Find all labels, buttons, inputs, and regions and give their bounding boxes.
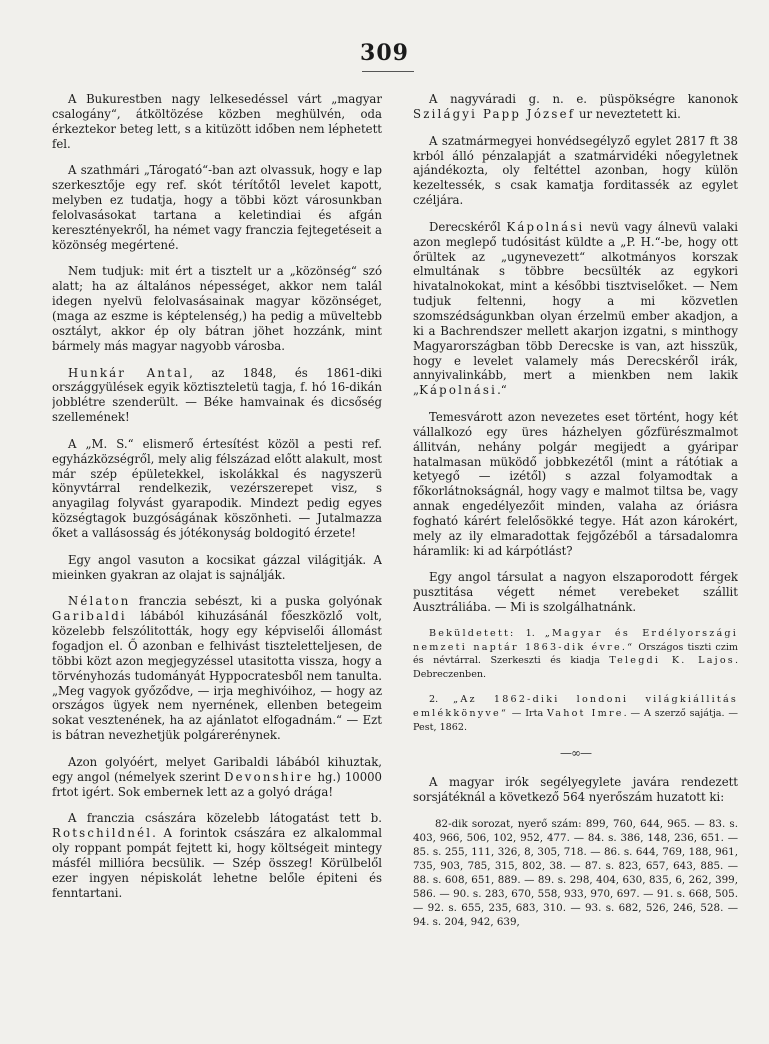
- news-item-tarogato: A szathmári „Tárogató“-ban azt olvassuk, hogy e lap szerkesztője egy ref. skót térítőtől levelet kapott, melyben ez tudatja, hogy a többi közt városunkban felolvasásokat tartana a keletindiai és afgán keresztényekről, ha német vagy franczia fejtegetéseit a közönség megértené.: [52, 163, 382, 252]
- item-text: .“: [497, 383, 507, 398]
- person-name: Hunkár Antal: [68, 365, 190, 380]
- news-item-bukarest: A Bukurestben nagy lelkesedéssel várt „magyar csalogány“, átköltözése közben meghülvén, oda érkeztekor beteg lett, s a kitüzött időben nem léphetett fel.: [52, 92, 382, 151]
- ornamental-divider: —∞—: [560, 746, 591, 761]
- news-item-honved: A szatmármegyei honvédsegélyző egylet 2817 ft 38 krból álló pénzalapját a szatmárvidéki nőegyletnek ajándékozta, oly feltéttel azonban, hogy külön kezeltessék, s csak kamatja forditassék az egylet czéljára.: [413, 133, 738, 208]
- news-item-derecske: [413, 220, 738, 398]
- received-notice-2: [413, 693, 738, 734]
- news-item-angol-tarsulat: Egy angol társulat a nagyon elszaporodott férgek pusztitása végett német verebeket szállit Ausztráliába. — Mi is szolgálhatnánk.: [413, 570, 738, 615]
- item-text: Derecskéről: [429, 219, 507, 234]
- item-text: Azon golyóért, melyet Garibaldi lábából kihuztak, egy angol (némelyek szerint: [52, 754, 382, 784]
- item-text: A nagyváradi g. n. e. püspökségre kanonok: [429, 92, 738, 106]
- person-name: Kápolnási: [506, 219, 585, 234]
- page-number: 309: [360, 40, 409, 66]
- item-text: ur neveztetett ki.: [575, 106, 681, 121]
- news-item-irok: A magyar irók segélyegylete javára rendezett sorsjátéknál a következő 564 nyerőszám huzatott ki:: [413, 775, 738, 804]
- person-name: Nélaton: [68, 594, 131, 609]
- item-text: . A forintok császára ez alkalommal oly roppant pompát fejtett ki, hogy költségeit mintegy másfél millióra becsülik. — Szép összeg! Körülbelől ezer ingyen népiskolát lehetne belőle épiteni és fenntartani.: [52, 826, 382, 900]
- item-text: — Irta: [507, 707, 548, 719]
- person-name: Vahot Imre: [547, 707, 624, 719]
- received-item-number: 2.: [429, 694, 439, 706]
- news-item-kozonseg: Nem tudjuk: mit ért a tisztelt ur a „közönség“ szó alatt; ha az általános népességet, akkor nem talál idegen nyelvü felolvasásainak magyar közönséget, (maga az eszme is képtelenség,) ha pedig a müveltebb osztályt, akkor ép oly bátran jöhet hozzánk, mint bármely más magyar nagyobb városba.: [52, 264, 382, 353]
- item-text: Országos tiszti czim és névtárral. Szerkeszti és kiadja: [413, 641, 738, 667]
- news-item-hunkar: [52, 366, 382, 425]
- news-item-ms: A „M. S.“ elismerő értesítést közöl a pesti ref. egyházközségről, mely alig félszázad előtt alakult, most már szép épületekkel, iskolákkal és nagyszerü könyvtárral rendelkezik, vezérszerepet visz, s anyagilag folyvást gyarapodik. Mindezt pedig egyes községtagok buzgóságának köszönheti. — Jutalmazza őket a vallásosság és jótékonyság boldogitó érzete!: [52, 436, 382, 540]
- person-name: Rotschildnél: [52, 826, 153, 841]
- received-book-title: „Magyar és Erdélyországi nemzeti naptár 1863-dik évre.“: [413, 628, 738, 653]
- received-item-number: 1.: [525, 628, 535, 639]
- news-item-temesvar: Temesvárott azon nevezetes eset történt, hogy két vállalkozó egy üres házhelyen gőzfürészmalmot állitván, nehány polgár megijedt a gyáripar hatalmasan müködő jobbkezétől (mint a rátótiak a ketyegő — izétől) s azzal folyamodtak a főkorlátnokságnál, hogy vagy e malmot tiltsa be, vagy annak engedélyezőit minden, valaha az óriásra fogható kárért felelősökké tegye. Hát azon károkért, mely az ily elmaradottak fejgőzéből a társadalomra háramlik: ki ad kárpótlást?: [413, 410, 738, 558]
- item-text: . — A szerző sajátja. — Pest, 1862.: [413, 707, 738, 733]
- right-column: [413, 92, 738, 1026]
- item-text: lábából kihuzásánál főeszközlő volt, közelebb felszólitották, hogy egy képviselői állomást fogadjon el. Ő azonban e felhivást tiszteletteljesen, de többi közt azon megjegyzéssel utasitotta vissza, hogy a törvényhozás tudományát Hyppocratesből nem tanulta. „Meg vagyok győződve, — irja meghivóihoz, — hogy az országos ügyek nem nyernének, ellenben betegeim sokat vesztenének, ha az ajánlatot elfogadnám.“ — Ezt is bátran nevezhetjük polgárerénynek.: [52, 609, 382, 743]
- news-item-angol-vasuton: Egy angol vasuton a kocsikat gázzal világitják. A mieinken gyakran az olajat is sajnálják.: [52, 552, 382, 582]
- person-name: Devonshire: [224, 769, 314, 784]
- news-item-nagyvaradi: [413, 92, 738, 122]
- received-book-title: „Az 1862-diki londoni világkiállitás emlékkönyve“: [413, 694, 738, 719]
- item-text: franczia sebészt, ki a puska golyónak: [130, 594, 382, 609]
- item-text: , az 1848, és 1861-diki országgyülések egyik köztiszteletü tagja, f. hó 16-dikán jobblétre szenderült. — Béke hamvainak és dicsőség szellemének!: [52, 365, 382, 425]
- news-item-golyo: [52, 755, 382, 800]
- news-item-rotschild: [52, 811, 382, 900]
- person-name: Telegdi K. Lajos: [609, 655, 735, 667]
- person-name: Garibaldi: [52, 609, 127, 624]
- person-name: Kápolnási: [419, 383, 498, 398]
- item-text: hg.) 10000 frtot igért. Sok embernek lett az a golyó drága!: [52, 769, 382, 799]
- left-column: [52, 92, 382, 1026]
- item-text: . Debreczenben.: [413, 655, 738, 680]
- person-name: Szilágyi Papp József: [413, 106, 576, 121]
- lottery-winning-numbers: 82-dik sorozat, nyerő szám: 899, 760, 644, 965. — 83. s. 403, 966, 506, 102, 952, 477. — 84. s. 386, 148, 236, 651. — 85. s. 255, 111, 326, 8, 305, 718. — 86. s. 644, 769, 188, 961, 735, 903, 785, 315, 802, 38. — 87. s. 823, 657, 643, 885. — 88. s. 608, 651, 889. — 89. s. 298, 404, 630, 835, 6, 262, 399, 586. — 90. s. 283, 670, 558, 933, 970, 697. — 91. s. 668, 505. — 92. s. 655, 235, 683, 310. — 93. s. 682, 526, 246, 528. — 94. s. 204, 942, 639,: [413, 817, 738, 928]
- news-item-nelaton: [52, 594, 382, 742]
- received-notice: [413, 627, 738, 681]
- item-text: A franczia császára közelebb látogatást tett b.: [68, 811, 382, 826]
- received-label: Beküldetett:: [429, 628, 516, 639]
- item-text: nevü vagy álnevü valaki azon meglepő tudósitást küldte a „P. H.“-be, hogy ott őrültek az „ugynevezett“ alkotmányos korszak elmultának s többre becsülték az egykori hivatalnokokat, mint a későbbi tisztviselőket. — Nem tudjuk feltenni, hogy a mi közvetlen szomszédságunkban olyan érzelmü ember akadjon, a ki a Bachrendszer mellett akarjon izgatni, s minthogy Magyarországban több Derecske is van, azt hisszük, hogy e levelet valamely más Derecskéről irák, annyivalinkább, mert a mienkben nem lakik „: [413, 219, 738, 398]
- page-number-underline: [362, 71, 414, 74]
